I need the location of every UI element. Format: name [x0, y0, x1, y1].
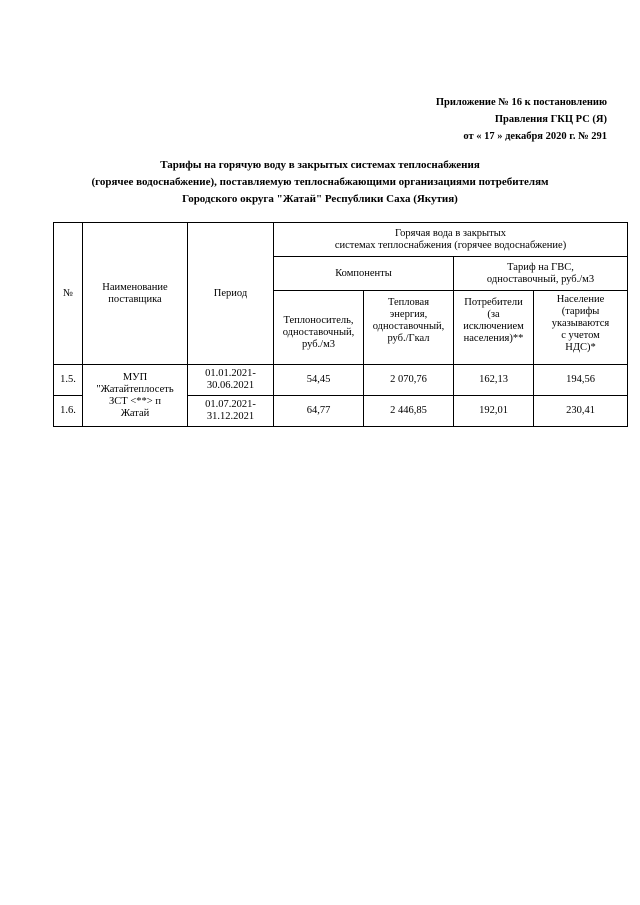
header-energy-line: Тепловая: [387, 297, 430, 308]
appendix-line: Приложение № 16 к постановлению: [435, 97, 607, 108]
row-carrier-value: 54,45: [274, 365, 364, 396]
header-consumers-line: (за: [487, 309, 500, 320]
header-row: [54, 223, 628, 257]
header-carrier: [274, 291, 364, 365]
row-period: [188, 396, 274, 427]
header-hot-water-line: системах теплоснабжения (горячее водоснабжение): [334, 239, 567, 251]
header-consumers-line: Потребители: [464, 297, 523, 308]
header-population-line: (тарифы: [561, 306, 600, 317]
supplier-line: "Жатайтеплосеть: [96, 383, 174, 395]
title-line: (горячее водоснабжение), поставляемую теплоснабжающими организациями потребителям: [91, 176, 549, 188]
header-energy: [364, 291, 454, 365]
header-period: Период: [188, 223, 274, 365]
appendix-header: [436, 94, 607, 145]
appendix-line: от « 17 » декабря 2020 г. № 291: [463, 131, 607, 142]
header-num: №: [54, 223, 83, 365]
row-num: 1.6.: [54, 396, 83, 427]
header-consumers: [454, 291, 534, 365]
header-energy-line: руб./Гкал: [387, 333, 430, 344]
table-row: [54, 365, 628, 396]
row-consumers-value: 162,13: [454, 365, 534, 396]
header-population-line: НДС)*: [565, 342, 596, 353]
header-consumers-line: исключением: [463, 321, 524, 332]
supplier-line: ЗСТ <**> п: [109, 395, 161, 407]
supplier-name: [83, 365, 188, 427]
header-carrier-line: Теплоноситель,: [283, 315, 354, 326]
header-tariff-line: Тариф на ГВС,: [507, 261, 574, 273]
header-energy-line: одноставочный,: [372, 321, 445, 332]
header-supplier-line: поставщика: [108, 293, 162, 305]
tariff-table: [53, 222, 628, 427]
period-line: 31.12.2021: [206, 411, 255, 422]
document-title: [40, 157, 600, 208]
title-line: Тарифы на горячую воду в закрытых системах теплоснабжения: [160, 159, 480, 171]
period-line: 01.01.2021-: [205, 368, 256, 379]
header-supplier: [83, 223, 188, 365]
header-supplier-line: Наименование: [102, 281, 168, 293]
period-line: 30.06.2021: [206, 380, 255, 391]
row-population-value: 194,56: [534, 365, 628, 396]
appendix-line: Правления ГКЦ РС (Я): [494, 114, 607, 125]
title-line: Городского округа "Жатай" Республики Саха (Якутия): [182, 193, 458, 205]
header-consumers-line: населения)**: [463, 333, 524, 344]
row-period: [188, 365, 274, 396]
header-population-line: указываются: [551, 318, 610, 329]
header-tariff-line: одноставочный, руб./м3: [486, 273, 595, 285]
header-population-line: Население: [556, 294, 605, 305]
row-energy-value: 2 070,76: [364, 365, 454, 396]
row-population-value: 230,41: [534, 396, 628, 427]
header-energy-line: энергия,: [389, 309, 428, 320]
row-consumers-value: 192,01: [454, 396, 534, 427]
header-components: Компоненты: [274, 257, 454, 291]
period-line: 01.07.2021-: [205, 399, 256, 410]
row-num: 1.5.: [54, 365, 83, 396]
row-energy-value: 2 446,85: [364, 396, 454, 427]
header-population: [534, 291, 628, 365]
supplier-line: Жатай: [120, 407, 150, 419]
row-carrier-value: 64,77: [274, 396, 364, 427]
header-population-line: с учетом: [561, 330, 600, 341]
header-carrier-line: одноставочный,: [282, 327, 355, 338]
header-carrier-line: руб./м3: [301, 339, 335, 350]
header-hot-water-line: Горячая вода в закрытых: [394, 227, 507, 239]
header-tariff: [454, 257, 628, 291]
supplier-line: МУП: [122, 371, 148, 383]
header-hot-water: [274, 223, 628, 257]
